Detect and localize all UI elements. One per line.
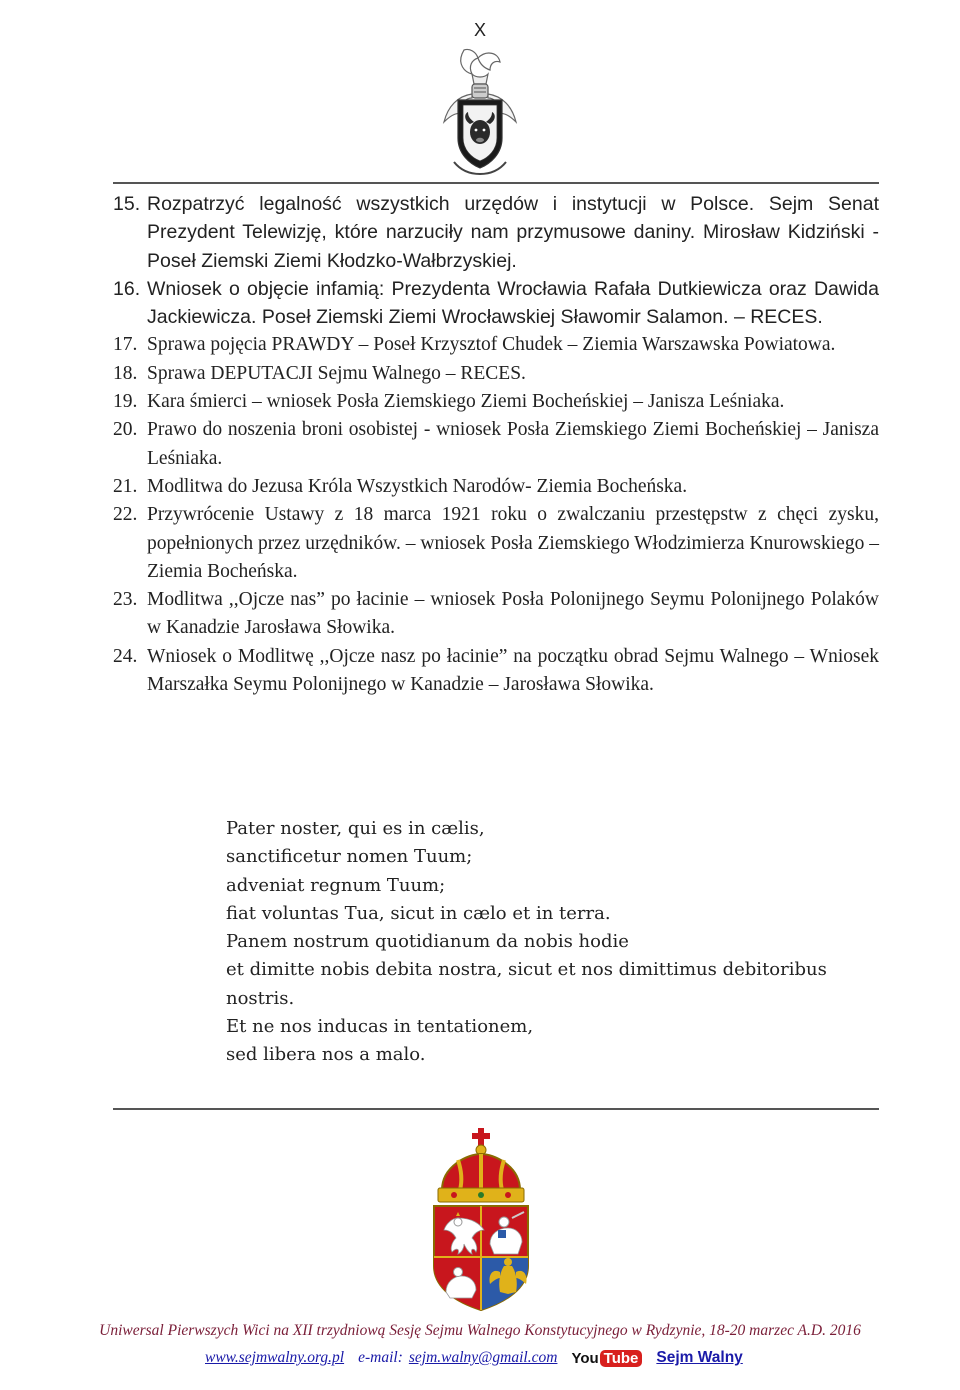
item-text: Wniosek o objęcie infamią: Prezydenta Wrocławia Rafała Dutkiewicza oraz Dawida Jackiewicza. Poseł Ziemski Ziemi Wrocławskiej Sławomir Salamon. – RECES. bbox=[147, 277, 879, 329]
agenda-list bbox=[113, 190, 879, 699]
bottom-divider bbox=[113, 1108, 879, 1110]
item-text: Modlitwa do Jezusa Króla Wszystkich Narodów- Ziemia Bocheńska. bbox=[147, 475, 688, 497]
prayer-line: Et ne nos inducas in tentationem, bbox=[226, 1016, 534, 1038]
prayer-block bbox=[226, 815, 866, 1070]
agenda-item bbox=[113, 501, 879, 586]
prayer-line: fiat voluntas Tua, sicut in cælo et in terra. bbox=[226, 902, 611, 924]
item-text: Prawo do noszenia broni osobistej - wniosek Posła Ziemskiego Ziemi Bocheńskiej – Janisza Leśniaka. bbox=[147, 419, 879, 469]
youtube-channel-link[interactable]: Sejm Walny bbox=[656, 1349, 743, 1366]
footer-links bbox=[205, 1344, 805, 1372]
coat-of-arms-bison-icon bbox=[428, 44, 532, 178]
agenda-item bbox=[113, 360, 879, 388]
item-text: Rozpatrzyć legalność wszystkich urzędów i instytucji w Polsce. Sejm Senat Prezydent Telewizję, które narzuciły nam przymusowe daniny. Mirosław Kidziński - Poseł Ziemski Ziemi Kłodzko-Wałbrzyskiej. bbox=[147, 193, 879, 272]
prayer-line: nostris. bbox=[226, 987, 295, 1009]
item-number: 15. bbox=[113, 193, 141, 215]
agenda-item bbox=[113, 643, 879, 700]
item-text: Wniosek o Modlitwę ,,Ojcze nasz po łacinie” na początku obrad Sejmu Walnego – Wniosek Marszałka Seymu Polonijnego w Kanadzie – Jarosława Słowika. bbox=[147, 645, 879, 696]
prayer-line: sed libera nos a malo. bbox=[226, 1044, 426, 1066]
agenda-item bbox=[113, 331, 879, 359]
prayer-line: Panem nostrum quotidianum da nobis hodie bbox=[226, 931, 629, 953]
agenda-item bbox=[113, 275, 879, 332]
agenda-item bbox=[113, 388, 879, 416]
item-number: 20. bbox=[113, 419, 138, 441]
page-number: X bbox=[473, 20, 486, 40]
item-number: 24. bbox=[113, 645, 138, 667]
agenda-item bbox=[113, 190, 879, 275]
item-number: 21. bbox=[113, 475, 138, 497]
item-text: Kara śmierci – wniosek Posła Ziemskiego Ziemi Bocheńskiej – Janisza Leśniaka. bbox=[147, 391, 785, 413]
youtube-you-text: You bbox=[571, 1349, 599, 1367]
email-link[interactable]: sejm.walny@gmail.com bbox=[408, 1349, 558, 1366]
website-link[interactable]: www.sejmwalny.org.pl bbox=[205, 1349, 345, 1366]
prayer-line: et dimitte nobis debita nostra, sicut et nos dimittimus debitoribus bbox=[226, 959, 827, 981]
top-divider bbox=[113, 182, 879, 184]
agenda-item bbox=[113, 416, 879, 473]
item-number: 22. bbox=[113, 504, 138, 526]
item-text: Przywrócenie Ustawy z 18 marca 1921 roku o zwalczaniu przestępstw z chęci zysku, popełnionych przez urzędników. – wniosek Posła Ziemskiego Włodzimierza Knurowskiego – Ziemia Bocheńska. bbox=[147, 504, 879, 582]
polish-lithuanian-coat-of-arms-icon bbox=[428, 1126, 534, 1312]
item-text: Modlitwa ,,Ojcze nas” po łacinie – wniosek Posła Polonijnego Seymu Polonijnego Polaków w Kanadzie Jarosława Słowika. bbox=[147, 589, 879, 639]
youtube-tube-text: Tube bbox=[600, 1350, 643, 1367]
agenda-item bbox=[113, 473, 879, 501]
prayer-line: Pater noster, qui es in cælis, bbox=[226, 818, 485, 839]
email-label: e-mail: bbox=[358, 1349, 403, 1366]
item-number: 19. bbox=[113, 391, 138, 413]
item-number: 18. bbox=[113, 362, 138, 384]
youtube-logo-icon[interactable] bbox=[571, 1350, 642, 1367]
agenda-item bbox=[113, 586, 879, 643]
prayer-line: sanctificetur nomen Tuum; bbox=[226, 846, 473, 868]
item-text: Sprawa pojęcia PRAWDY – Poseł Krzysztof Chudek – Ziemia Warszawska Powiatowa. bbox=[147, 334, 836, 356]
item-number: 16. bbox=[113, 277, 141, 300]
item-text: Sprawa DEPUTACJI Sejmu Walnego – RECES. bbox=[147, 362, 526, 384]
footer-event-title: Uniwersal Pierwszych Wici na XII trzydniową Sesję Sejmu Walnego Konstytucyjnego w Rydzynie, 18-20 marzec A.D. 2016 bbox=[99, 1322, 861, 1339]
item-number: 23. bbox=[113, 589, 138, 611]
prayer-line: adveniat regnum Tuum; bbox=[226, 874, 446, 896]
item-number: 17. bbox=[113, 334, 138, 356]
